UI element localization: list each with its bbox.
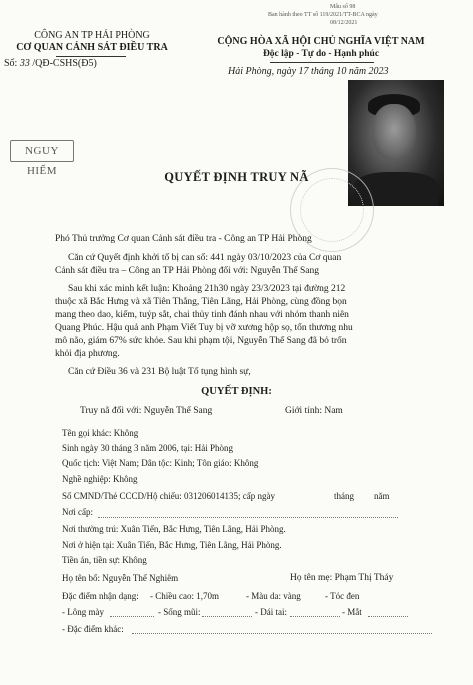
permanent-address: Nơi thường trú: Xuân Tiến, Bắc Hưng, Tiên Lãng, Hải Phòng. bbox=[62, 524, 286, 534]
eyebrow: - Lông mày bbox=[62, 607, 104, 617]
earlobe: - Dái tai: bbox=[255, 607, 287, 617]
decision-number-suffix: /QĐ-CSHS(Đ5) bbox=[32, 58, 97, 69]
decision-heading: QUYẾT ĐỊNH: bbox=[201, 386, 272, 397]
issue-date-prefix: Hải Phòng, ngày bbox=[228, 66, 297, 77]
facts-line1: Sau khi xác minh kết luận: Khoảng 21h30 ngày 23/3/2023 tại đường 212 bbox=[68, 284, 346, 294]
office-name: CƠ QUAN CẢNH SÁT ĐIỀU TRA bbox=[16, 42, 168, 53]
nation-title: CỘNG HÒA XÃ HỘI CHỦ NGHĨA VIỆT NAM bbox=[217, 36, 425, 47]
basis-paragraph-line1: Căn cứ Quyết định khởi tố bị can số: 441 ngày 03/10/2023 của Cơ quan bbox=[68, 253, 342, 263]
height: - Chiều cao: 1,70m bbox=[150, 591, 219, 601]
issue-date-month-label: tháng bbox=[311, 66, 334, 77]
id-number: Số CMND/Thẻ CCCD/Hộ chiếu: 031206014135; cấp ngày bbox=[62, 491, 275, 501]
legal-basis: Căn cứ Điều 36 và 231 Bộ luật Tố tụng hình sự, bbox=[68, 367, 251, 377]
gender: Giới tính: Nam bbox=[285, 406, 343, 416]
decision-number-value: 33 bbox=[19, 58, 30, 69]
skin-color: - Màu da: vàng bbox=[246, 591, 301, 601]
issue-date-month: 10 bbox=[336, 66, 347, 77]
nose: - Sống mũi: bbox=[158, 607, 201, 617]
id-month: tháng bbox=[334, 491, 354, 501]
issue-date bbox=[228, 66, 389, 77]
facts-line5: mô não, giám 67% sức khỏe. Sau khi phạm tội, Nguyễn Thế Sang đã bỏ trốn bbox=[55, 336, 347, 346]
criminal-record: Tiền án, tiền sự: Không bbox=[62, 555, 147, 565]
other-features: - Đặc điểm khác: bbox=[62, 624, 124, 634]
facts-line6: khỏi địa phương. bbox=[55, 349, 120, 359]
id-year: năm bbox=[374, 491, 390, 501]
basis-paragraph-line2: Cảnh sát điều tra – Công an TP Hải Phòng đối với: Nguyễn Thế Sang bbox=[55, 266, 319, 276]
facts-line3: mang theo dao, kiếm, tuýp sắt, chai thủy tinh đánh nhau với nhóm thanh niên bbox=[55, 310, 349, 320]
father-name: Họ tên bố: Nguyễn Thế Nghiêm bbox=[62, 573, 179, 583]
motto: Độc lập - Tự do - Hạnh phúc bbox=[262, 49, 380, 59]
id-issued-at: Nơi cấp: bbox=[62, 507, 93, 517]
form-reference: Ban hành theo TT số 119/2021/TT-BCA ngày bbox=[268, 12, 378, 18]
agency-name: CÔNG AN TP HẢI PHÒNG bbox=[34, 30, 150, 41]
decision-number bbox=[4, 58, 97, 69]
mother-name: Họ tên mẹ: Phạm Thị Tháy bbox=[290, 573, 394, 583]
date-of-birth: Sinh ngày 30 tháng 3 năm 2006, tại: Hải Phòng bbox=[62, 443, 233, 453]
issue-date-year: năm 2023 bbox=[348, 66, 389, 77]
hair-color: - Tóc đen bbox=[325, 591, 360, 601]
danger-stamp: NGUY HIỂM bbox=[10, 140, 74, 162]
facts-line4: Quang Phúc. Hậu quả anh Phạm Viết Tuy bị vỡ xương hộp sọ, tổn thương nhu bbox=[55, 323, 353, 333]
decision-number-label: Số: bbox=[4, 58, 18, 69]
eyes: - Mắt bbox=[342, 607, 362, 617]
issue-date-day: 17 bbox=[298, 66, 309, 77]
nationality: Quốc tịch: Việt Nam; Dân tộc: Kinh; Tôn giáo: Không bbox=[62, 458, 259, 468]
facts-line2: thuộc xã Bắc Hưng và xã Tiên Thắng, Tiên Lãng, Hải Phòng, cùng đồng bọn bbox=[55, 297, 347, 307]
document-title: QUYẾT ĐỊNH TRUY NÃ bbox=[164, 170, 309, 184]
wanted-person: Truy nã đối với: Nguyễn Thế Sang bbox=[80, 406, 213, 416]
form-reference-date: 08/12/2021 bbox=[330, 20, 358, 26]
occupation: Nghề nghiệp: Không bbox=[62, 474, 138, 484]
issuer-line: Phó Thủ trưởng Cơ quan Cảnh sát điều tra - Công an TP Hải Phòng bbox=[55, 234, 312, 244]
form-number: Mẫu số 98 bbox=[330, 4, 356, 10]
alias: Tên gọi khác: Không bbox=[62, 428, 139, 438]
current-address: Nơi ở hiện tại: Xuân Tiến, Bắc Hưng, Tiên Lãng, Hải Phòng. bbox=[62, 540, 282, 550]
features-label: Đặc điểm nhận dạng: bbox=[62, 591, 139, 601]
